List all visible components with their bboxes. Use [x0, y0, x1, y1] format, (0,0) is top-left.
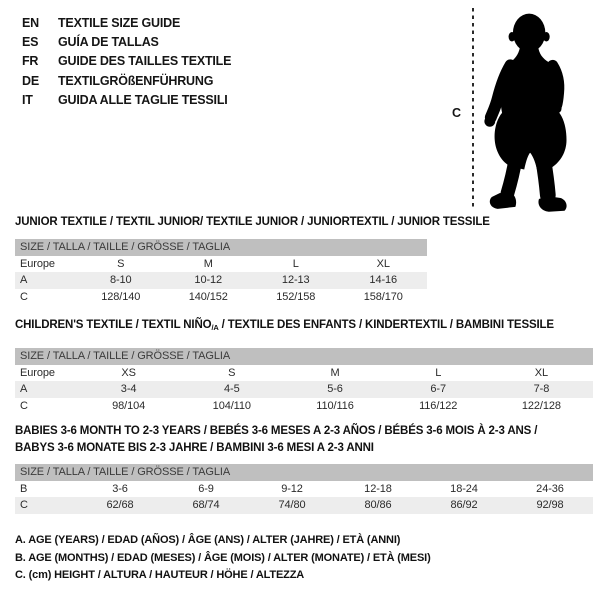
row-label: A: [20, 274, 28, 286]
size-header-bar: SIZE / TALLA / TAILLE / GRÖSSE / TAGLIA: [15, 464, 593, 481]
language-label: TEXTILGRÖßENFÜHRUNG: [58, 73, 214, 88]
height-cell: 122/128: [521, 399, 561, 412]
age-cell: 3-6: [112, 482, 128, 495]
language-label: TEXTILE SIZE GUIDE: [58, 16, 181, 30]
size-cell: XS: [121, 366, 136, 379]
height-cell: 140/152: [188, 290, 228, 303]
row-label: C: [20, 399, 28, 412]
list-item: [22, 91, 231, 110]
age-cell: 4-5: [224, 383, 240, 395]
age-cell: 5-6: [327, 383, 343, 395]
title-text: CHILDREN'S TEXTILE / TEXTIL NIÑO: [15, 319, 212, 331]
height-cell: 158/170: [363, 290, 403, 303]
age-cell: 12-13: [281, 274, 310, 286]
age-cell: 6-9: [198, 482, 214, 495]
title-line: BABYS 3-6 MONATE BIS 2-3 JAHRE / BAMBINI 3-6 MESI A 2-3 ANNI: [15, 442, 374, 454]
age-cell: 3-4: [120, 383, 137, 395]
size-cell: L: [435, 366, 442, 379]
size-cell: S: [228, 366, 236, 379]
row-label: C: [20, 290, 28, 303]
size-cell: S: [117, 257, 125, 270]
row-label: A: [20, 383, 28, 395]
height-cell: 62/68: [106, 499, 134, 511]
size-cell: L: [292, 257, 299, 270]
row-label: B: [20, 482, 28, 495]
table-row-height: [15, 289, 427, 306]
size-cell: M: [203, 257, 213, 270]
language-list: [22, 14, 231, 110]
table-row-europe: [15, 256, 427, 273]
language-label: GUIDA ALLE TAGLIE TESSILI: [58, 92, 228, 107]
height-cell: 128/140: [101, 290, 141, 303]
height-cell: 80/86: [364, 499, 392, 511]
table-row-height: [15, 398, 593, 415]
table-row-age: [15, 272, 427, 289]
measure-c-label: C: [452, 106, 462, 120]
list-item: [22, 52, 231, 71]
language-code: ES: [22, 35, 39, 50]
height-cell: 92/98: [536, 499, 564, 511]
height-cell: 152/158: [276, 290, 316, 303]
title-text: / TEXTILE DES ENFANTS / KINDERTEXTIL / BAMBINI TESSILE: [218, 319, 554, 331]
note-age-years: A. AGE (YEARS) / EDAD (AÑOS) / ÂGE (ANS) / ALTER (JAHRE) / ETÀ (ANNI): [15, 534, 401, 546]
language-label: GUIDE DES TAILLES TEXTILE: [58, 54, 232, 69]
height-cell: 110/116: [316, 399, 354, 412]
list-item: [22, 14, 231, 33]
list-item: [22, 72, 231, 91]
language-code: DE: [22, 73, 39, 88]
age-cell: 6-7: [430, 383, 447, 395]
language-code: IT: [22, 92, 33, 107]
age-cell: 14-16: [369, 274, 398, 286]
babies-section-title: [15, 423, 537, 457]
row-label: Europe: [20, 257, 55, 270]
children-section-title: [15, 319, 554, 334]
size-cell: XL: [534, 366, 549, 379]
age-cell: 24-36: [536, 482, 564, 495]
size-cell: M: [330, 366, 340, 379]
table-row-europe: [15, 365, 593, 382]
size-header-bar: SIZE / TALLA / TAILLE / GRÖSSE / TAGLIA: [15, 239, 427, 256]
age-cell: 12-18: [364, 482, 392, 495]
age-cell: 9-12: [281, 482, 303, 495]
height-cell: 74/80: [278, 499, 306, 511]
height-cell: 116/122: [419, 399, 458, 412]
height-cell: 86/92: [450, 499, 478, 511]
table-row-age: [15, 381, 593, 398]
age-cell: 8-10: [109, 274, 132, 286]
junior-size-table: [15, 239, 427, 305]
age-cell: 10-12: [194, 274, 223, 286]
height-cell: 104/110: [212, 399, 251, 412]
baby-silhouette-icon: [478, 4, 596, 216]
height-measure-dotted-line: [472, 8, 474, 210]
babies-size-table: [15, 464, 593, 514]
age-cell: 18-24: [450, 482, 478, 495]
title-subscript: /A: [211, 323, 219, 332]
language-code: EN: [22, 16, 39, 30]
title-line: BABIES 3-6 MONTH TO 2-3 YEARS / BEBÉS 3-6 MESES A 2-3 AÑOS / BÉBÉS 3-6 MOIS À 2-3 ANS /: [15, 425, 538, 437]
size-header-bar: SIZE / TALLA / TAILLE / GRÖSSE / TAGLIA: [15, 348, 593, 365]
junior-section-title: JUNIOR TEXTILE / TEXTIL JUNIOR/ TEXTILE JUNIOR / JUNIORTEXTIL / JUNIOR TESSILE: [15, 216, 490, 228]
table-row-age-months: [15, 481, 593, 498]
note-height-cm: C. (cm) HEIGHT / ALTURA / HAUTEUR / HÖHE / ALTEZZA: [15, 569, 305, 581]
language-code: FR: [22, 54, 39, 69]
age-cell: 7-8: [533, 383, 550, 395]
size-cell: XL: [376, 257, 390, 270]
language-label: GUÍA DE TALLAS: [58, 35, 159, 50]
note-age-months: B. AGE (MONTHS) / EDAD (MESES) / ÂGE (MOIS) / ALTER (MONATE) / ETÀ (MESI): [15, 551, 431, 564]
row-label: C: [20, 499, 28, 511]
children-size-table: [15, 348, 593, 414]
height-cell: 68/74: [192, 499, 220, 511]
list-item: [22, 33, 231, 52]
row-label: Europe: [20, 366, 55, 379]
legend-notes: [15, 532, 431, 585]
table-row-height: [15, 497, 593, 514]
height-cell: 98/104: [112, 399, 146, 412]
